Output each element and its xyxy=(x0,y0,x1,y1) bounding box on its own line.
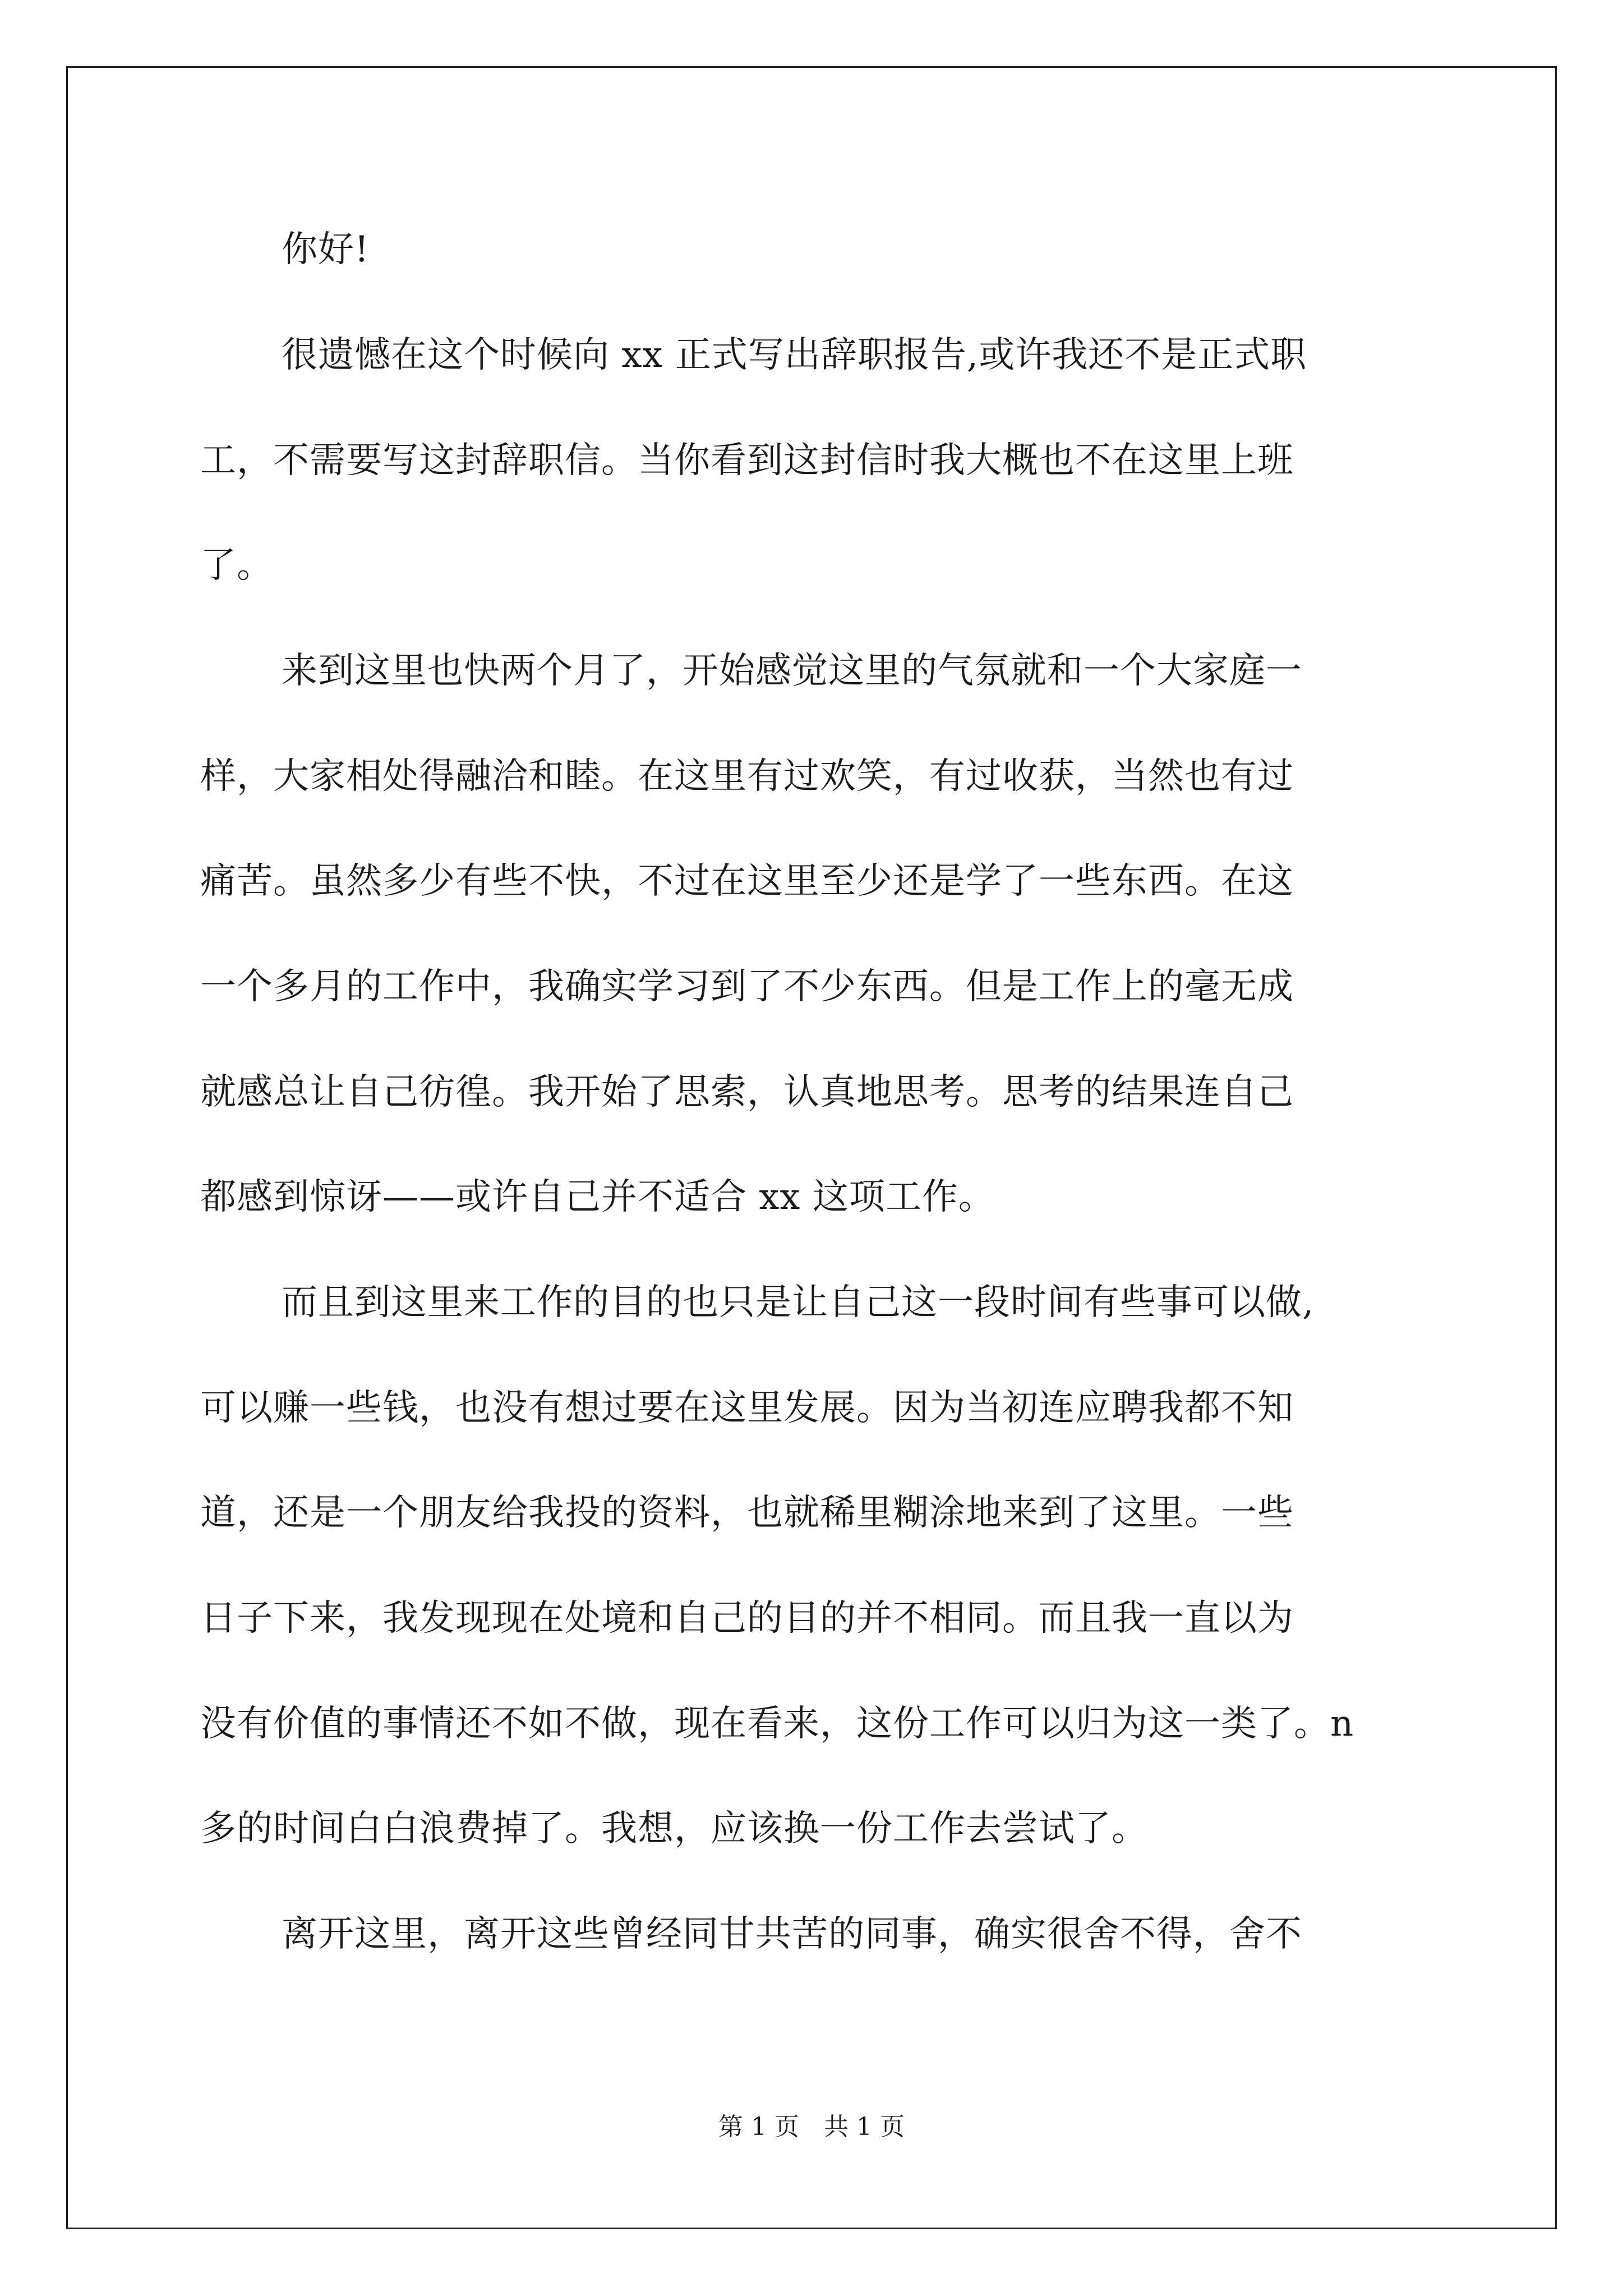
body-line-13: 日子下来，我发现现在处境和自己的目的并不相同。而且我一直以为 xyxy=(200,1598,1294,1639)
body-line-9: 都感到惊讶——或许自己并不适合 xx 这项工作。 xyxy=(200,1176,995,1218)
body-line-7: 一个多月的工作中，我确实学习到了不少东西。但是工作上的毫无成 xyxy=(200,966,1294,1007)
body-line-5: 样，大家相处得融洽和睦。在这里有过欢笑，有过收获，当然也有过 xyxy=(200,756,1294,797)
page-footer: 第 1 页 共 1 页 xyxy=(718,2113,905,2141)
greeting: 你好! xyxy=(282,229,370,270)
body-line-15: 多的时间白白浪费掉了。我想，应该换一份工作去尝试了。 xyxy=(200,1808,1148,1849)
body-line-11: 可以赚一些钱，也没有想过要在这里发展。因为当初连应聘我都不知 xyxy=(200,1387,1294,1429)
body-line-4: 来到这里也快两个月了，开始感觉这里的气氛就和一个大家庭一 xyxy=(282,650,1302,692)
body-line-3: 了。 xyxy=(200,545,273,586)
body-line-6: 痛苦。虽然多少有些不快，不过在这里至少还是学了一些东西。在这 xyxy=(200,861,1294,902)
body-line-10: 而且到这里来工作的目的也只是让自己这一段时间有些事可以做, xyxy=(282,1282,1315,1323)
body-line-16: 离开这里，离开这些曾经同甘共苦的同事，确实很舍不得，舍不 xyxy=(282,1913,1302,1955)
body-line-8: 就感总让自己彷徨。我开始了思索，认真地思考。思考的结果连自己 xyxy=(200,1071,1294,1113)
page-border xyxy=(66,66,1557,2229)
body-line-1: 很遗憾在这个时候向 xx 正式写出辞职报告,或许我还不是正式职 xyxy=(282,334,1307,376)
body-line-2: 工，不需要写这封辞职信。当你看到这封信时我大概也不在这里上班 xyxy=(200,440,1294,481)
body-line-14: 没有价值的事情还不如不做，现在看来，这份工作可以归为这一类了。n xyxy=(200,1703,1354,1745)
body-line-12: 道，还是一个朋友给我投的资料，也就稀里糊涂地来到了这里。一些 xyxy=(200,1492,1294,1534)
